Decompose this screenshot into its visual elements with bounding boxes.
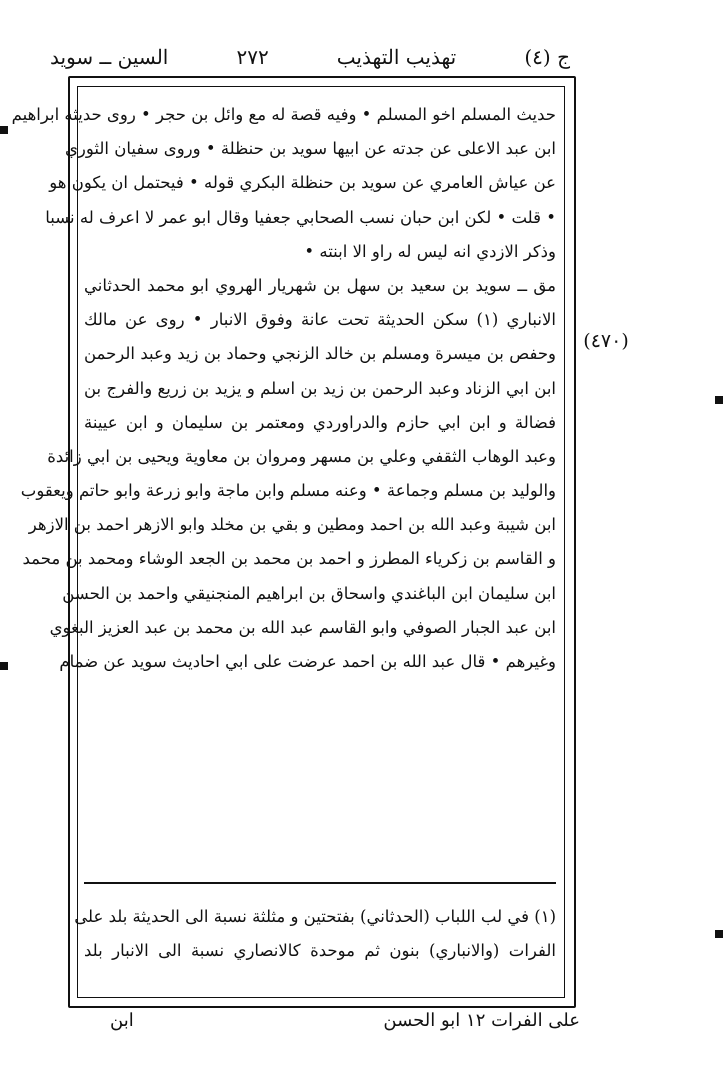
footer-continuation: على الفرات ١٢ ابو الحسن [383,1010,580,1031]
text-line: مق ــ سويد بن سعيد بن سهل بن شهريار الهروي ابو محمد الحدثاني [84,275,556,295]
header-book-title: تهذيب التهذيب [336,45,457,69]
scan-edge-mark [0,662,8,670]
header-section: السين ــ سويد [50,45,169,69]
text-line: ابن عبد الاعلى عن جدته عن ابيها سويد بن حنظلة • وروى سفيان الثوري [65,139,556,159]
text-line: وعبد الوهاب الثقفي وعلي بن مسهر ومروان بن معاوية ويحيى بن ابي زائدة [47,446,556,466]
text-line: ابن شيبة وعبد الله بن احمد ومطين و بقي بن مخلد وابو الازهر احمد بن الازهر [28,515,556,535]
text-line: ابن ابي الزناد وعبد الرحمن بن زيد بن اسلم و يزيد بن زريع والفرج بن [84,378,556,398]
header-volume: ج (٤) [524,45,570,69]
text-line: وحفص بن ميسرة ومسلم بن خالد الزنجي وحماد بن زيد وعبد الرحمن [84,344,556,364]
text-line: ابن سليمان ابن الباغندي واسحاق بن ابراهيم المنجنيقي واحمد بن الحسن [62,583,556,603]
text-line: و القاسم بن زكرياء المطرز و احمد بن محمد بن الجعد الوشاء ومحمد بن محمد [22,549,556,569]
text-line: عن عياش العامري عن سويد بن حنظلة البكري قوله • فيحتمل ان يكون هو [49,173,556,193]
entry-number: (٤٧٠) [583,330,629,352]
main-text [11,98,556,679]
text-line: الانباري (١) سكن الحديثة تحت عانة وفوق الانبار • روى عن مالك [84,310,556,330]
text-line: والوليد بن مسلم وجماعة • وعنه مسلم وابن ماجة وابو زرعة وابو حاتم ويعقوب [20,481,556,501]
header-page-number: ٢٧٢ [236,45,269,69]
running-header [50,40,570,74]
text-line: وذكر الازدي انه ليس له راو الا ابنته • [304,241,556,261]
scan-edge-mark [715,396,723,404]
text-line: وغيرهم • قال عبد الله بن احمد عرضت على ابي احاديث سويد عن ضمام [59,652,556,671]
footer-catchword: ابن [110,1010,134,1031]
scan-edge-mark [0,126,8,134]
text-line: ابن عبد الجبار الصوفي وابو القاسم عبد الله بن محمد بن عبد العزيز البغوي [49,617,556,637]
text-line: فضالة و ابن ابي حازم والدراوردي ومعتمر بن سليمان و ابن عيينة [84,412,556,432]
scan-edge-mark [715,930,723,938]
page-footer [110,1010,580,1040]
footnote-divider [84,882,556,884]
text-line: • قلت • لكن ابن حبان نسب الصحابي جعفيا وقال ابو عمر لا اعرف له نسبا [45,207,556,227]
footnotes [74,896,556,964]
footnote-line: (١) في لب اللباب (الحدثاني) بفتحتين و مثلثة نسبة الى الحديثة بلد على [74,907,556,926]
text-line: حديث المسلم اخو المسلم • وفيه قصة له مع وائل بن حجر • روى حديثه ابراهيم [11,105,556,124]
footnote-line: الفرات (والانباري) بنون ثم موحدة كالانصاري نسبة الى الانبار بلد [84,941,556,961]
